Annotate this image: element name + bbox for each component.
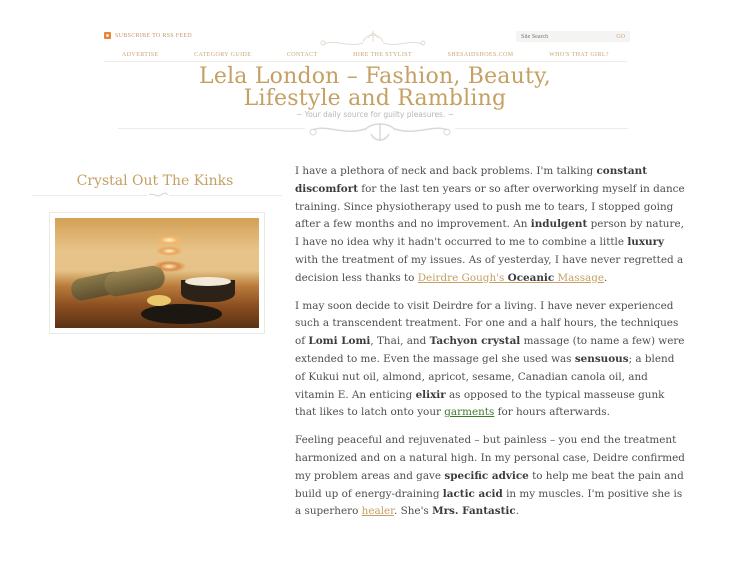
text: for hours afterwards. xyxy=(494,406,610,419)
spa-image xyxy=(55,218,259,328)
rss-subscribe-link[interactable] xyxy=(104,32,192,39)
bold-text: Lomi Lomi xyxy=(308,335,371,348)
text: . She's xyxy=(394,505,433,518)
text: ; a blend of Kukui nut oil, almond, apricot, sesame, Canadian canola oil, and vitamin E. An enticing xyxy=(295,352,675,401)
paragraph-2 xyxy=(295,298,685,423)
nav-shesaidshoes[interactable]: SHESAIDSHOES.COM xyxy=(447,51,514,58)
bold-text: Mrs. Fantastic xyxy=(432,505,516,518)
link-text: Deirdre Gough's xyxy=(417,271,508,284)
search-go-button[interactable]: GO xyxy=(616,33,625,40)
healer-link[interactable]: healer xyxy=(361,505,395,518)
site-tagline: ~ Your daily source for guilty pleasures. ~ xyxy=(295,110,455,119)
bold-text: sensuous xyxy=(574,352,629,365)
nav-contact[interactable]: CONTACT xyxy=(286,51,318,58)
header-ornament-icon xyxy=(318,28,428,50)
text: person by nature, I have no idea why it hadn't occurred to me to combine a little xyxy=(295,218,684,249)
site-title[interactable] xyxy=(100,66,650,110)
text: to help me beat the pain and build up of energy-draining xyxy=(295,469,684,500)
squiggle-ornament-icon xyxy=(147,191,169,199)
text: . xyxy=(515,505,520,518)
bold-text: indulgent xyxy=(530,218,588,231)
main-nav xyxy=(104,48,627,62)
nav-advertise[interactable]: ADVERTISE xyxy=(122,51,159,58)
stones-shape xyxy=(141,304,223,324)
text: as opposed to the typical masseuse gunk that likes to latch onto your xyxy=(295,388,665,419)
rss-label: SUBSCRIBE TO RSS FEED xyxy=(115,32,192,39)
text: . xyxy=(604,271,608,284)
title-ornament-icon xyxy=(305,120,455,144)
link-bold-text: Oceanic xyxy=(507,271,555,284)
text: I may soon decide to visit Deirdre for a living. I have never experienced such a transcendent treatment. For one and a half hours, the techniques of xyxy=(295,299,679,348)
nav-hire-the-stylist[interactable]: HIRE THE STYLIST xyxy=(353,51,413,58)
post-title[interactable]: Crystal Out The Kinks xyxy=(76,173,234,189)
text: in my muscles. I'm positive she is a superhero xyxy=(295,487,683,518)
post-image-frame xyxy=(49,212,265,334)
text: for the last ten years or so after overworking myself in dance training. Since physiotherapy used to push me to tears, I stopped going after a few months and no improvement. An xyxy=(295,182,685,231)
post-body xyxy=(295,163,685,531)
paragraph-1 xyxy=(295,163,685,288)
rss-icon xyxy=(104,32,111,39)
garments-link[interactable]: garments xyxy=(444,406,495,419)
text: , Thai, and xyxy=(370,335,430,348)
paragraph-3 xyxy=(295,432,685,521)
text: I have a plethora of neck and back problems. I'm talking xyxy=(295,165,597,177)
site-title-line2: Lifestyle and Rambling xyxy=(243,86,507,111)
link-text: Massage xyxy=(554,271,605,284)
bold-text: specific advice xyxy=(444,469,529,482)
bold-text: Tachyon crystal xyxy=(429,335,521,348)
bold-text: lactic acid xyxy=(442,487,503,500)
search-input[interactable] xyxy=(521,34,601,40)
text: massage (to name a few) were extended to me. Even the massage gel she used was xyxy=(295,335,685,365)
site-title-line1: Lela London – Fashion, Beauty, xyxy=(199,64,551,89)
towel-shape xyxy=(102,263,166,297)
text: Feeling peaceful and rejuvenated – but painless – you end the treatment harmonized and on a natural high. In my personal case, Deidre confirmed my problem areas and gave xyxy=(295,434,685,482)
flower-shape xyxy=(147,295,171,306)
site-search xyxy=(516,31,630,42)
nav-category-guide[interactable]: CATEGORY GUIDE xyxy=(194,51,252,58)
text: with the treatment of my issues. As of yesterday, I have never regretted a decision less thanks to xyxy=(295,253,684,284)
oceanic-massage-link[interactable] xyxy=(418,272,604,284)
bowl-shape xyxy=(181,280,234,302)
nav-whos-that-girl[interactable]: WHO'S THAT GIRL? xyxy=(549,51,609,58)
bold-text: luxury xyxy=(627,236,665,249)
bold-text: constant discomfort xyxy=(295,165,648,195)
bold-text: elixir xyxy=(415,388,446,401)
